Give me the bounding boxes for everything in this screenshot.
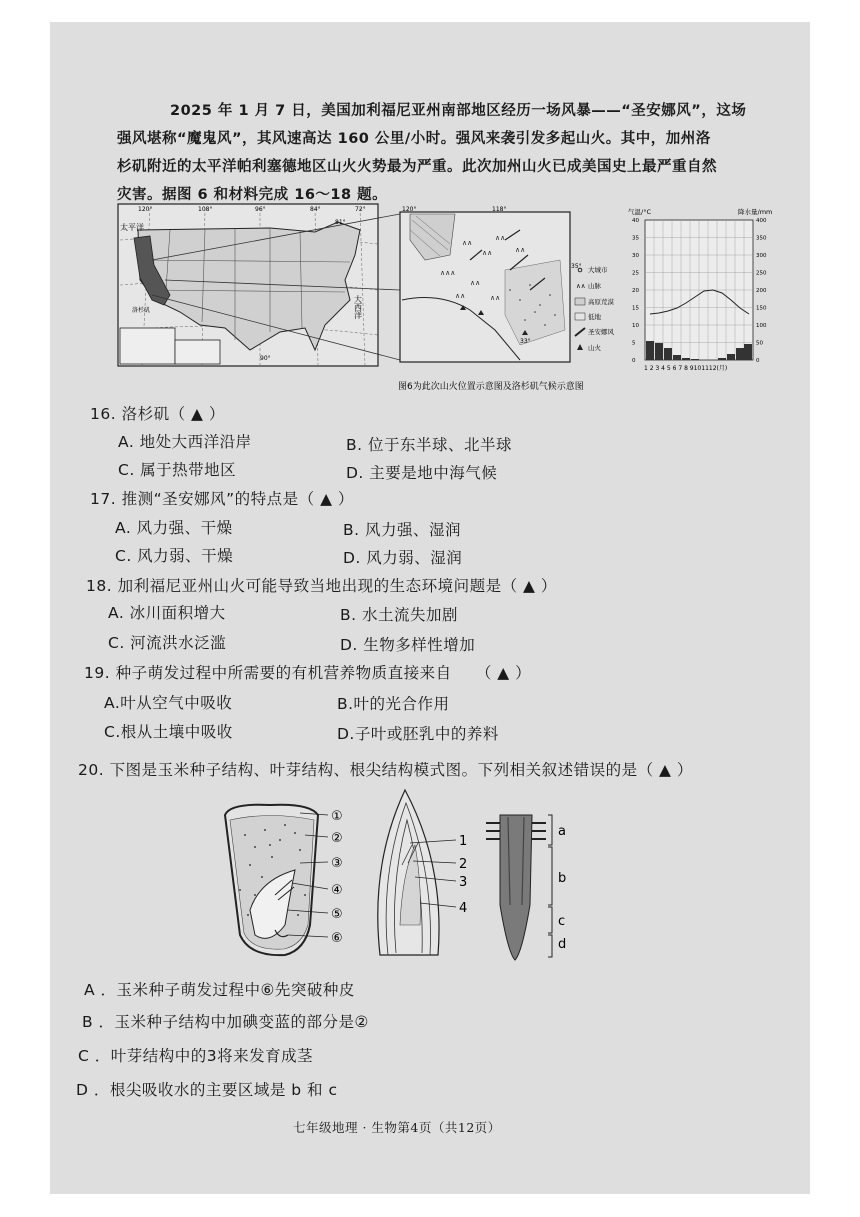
ocean-atlantic: 大西洋 [353, 295, 363, 319]
seed-label-4: ④ [331, 883, 343, 898]
intro-line-1: 2025 年 1 月 7 日，美国加利福尼亚州南部地区经历一场风暴——“圣安娜风”，这场 [170, 103, 747, 119]
q18-option-a[interactable]: A. 冰川面积增大 [108, 604, 226, 622]
intro-line-3: 杉矶附近的太平洋帕利塞德地区山火火势最为严重。此次加州山火已成美国史上最严重自然 [117, 159, 717, 175]
svg-text:大城市: 大城市 [588, 266, 608, 274]
svg-text:∧∧: ∧∧ [576, 282, 586, 290]
temp-tick: 25 [632, 270, 639, 277]
seed-label-5: ⑤ [331, 907, 343, 922]
q18-option-c[interactable]: C. 河流洪水泛滥 [108, 634, 227, 652]
temp-axis-label: 气温/°C [628, 208, 651, 216]
q19-option-a[interactable]: A.叶从空气中吸收 [104, 694, 233, 712]
root-label-b: b [558, 871, 567, 886]
bud-label-3: 3 [459, 875, 468, 890]
figure-6-caption: 图6为此次山火位置示意图及洛杉矶气候示意图 [398, 382, 584, 392]
la-detail-map [400, 206, 582, 362]
q18-option-b[interactable]: B. 水土流失加剧 [340, 606, 458, 624]
q16-option-a[interactable]: A. 地处大西洋沿岸 [118, 433, 252, 451]
q20-option-c[interactable]: C ．叶芽结构中的3将来发育成茎 [78, 1047, 314, 1065]
seed-label-1: ① [331, 809, 343, 824]
q18-option-d[interactable]: D. 生物多样性增加 [340, 636, 476, 654]
q19-option-d[interactable]: D.子叶或胚乳中的养料 [337, 725, 499, 743]
temp-tick: 5 [632, 340, 636, 347]
svg-text:山火: 山火 [588, 344, 601, 352]
svg-text:山脉: 山脉 [588, 282, 601, 290]
ocean-pacific: 太平洋 [120, 223, 144, 232]
temp-tick: 0 [632, 358, 636, 364]
us-lon-90: 90° [260, 355, 271, 362]
question-18-stem: 18. 加利福尼亚州山火可能导致当地出现的生态环境问题是（ ▲ ） [86, 577, 557, 595]
root-label-c: c [558, 914, 566, 929]
precip-tick: 400 [756, 218, 767, 224]
precip-tick: 50 [756, 340, 763, 347]
q17-option-a[interactable]: A. 风力强、干燥 [115, 519, 233, 537]
q20-option-a[interactable]: A ．玉米种子萌发过程中⑥先突破种皮 [84, 981, 355, 999]
question-19-stem: 19. 种子萌发过程中所需要的有机营养物质直接来自 （ ▲ ） [84, 664, 532, 682]
temp-tick: 35 [632, 235, 639, 242]
q19-option-c[interactable]: C.根从土壤中吸收 [104, 723, 233, 741]
q17-option-b[interactable]: B. 风力强、湿润 [343, 521, 461, 539]
svg-text:∧∧: ∧∧ [515, 246, 526, 254]
us-lon-81: 81° [335, 219, 346, 226]
detail-lon-118: 118° [492, 206, 507, 213]
bud-label-2: 2 [459, 857, 468, 872]
q16-option-b[interactable]: B. 位于东半球、北半球 [346, 436, 512, 454]
temp-tick: 15 [632, 305, 639, 312]
precip-tick: 350 [756, 235, 767, 242]
page-footer: 七年级地理 · 生物第4页（共12页） [293, 1120, 501, 1135]
svg-text:∧∧: ∧∧ [470, 279, 481, 287]
precip-axis-label: 降水量/mm [738, 208, 773, 216]
city-la: 洛杉矶 [132, 307, 151, 314]
precip-tick: 200 [756, 288, 767, 294]
svg-text:∧∧: ∧∧ [482, 249, 493, 257]
precip-tick: 0 [756, 358, 760, 364]
detail-lat-35: 35° [571, 263, 582, 270]
us-lon-120: 120° [138, 206, 153, 213]
precip-tick: 250 [756, 270, 767, 277]
bud-label-4: 4 [459, 901, 468, 916]
q20-option-d[interactable]: D ．根尖吸收水的主要区域是 b 和 c [76, 1081, 338, 1099]
corn-seed-diagram [225, 805, 343, 955]
temp-tick: 40 [632, 218, 639, 224]
temp-tick: 20 [632, 288, 639, 294]
root-tip-diagram [486, 815, 566, 960]
us-lon-72: 72° [355, 206, 366, 213]
leaf-bud-diagram [378, 790, 468, 955]
q17-option-d[interactable]: D. 风力弱、湿润 [343, 549, 463, 567]
svg-text:∧∧: ∧∧ [462, 239, 473, 247]
svg-text:∧∧∧: ∧∧∧ [440, 269, 456, 277]
detail-map-legend [575, 265, 615, 352]
question-17-stem: 17. 推测“圣安娜风”的特点是（ ▲ ） [90, 490, 354, 508]
seed-label-3: ③ [331, 856, 343, 871]
svg-text:高原荒漠: 高原荒漠 [588, 298, 614, 306]
precip-tick: 300 [756, 253, 767, 259]
q16-option-c[interactable]: C. 属于热带地区 [118, 461, 237, 479]
us-lon-108: 108° [198, 206, 213, 213]
us-lon-84: 84° [310, 206, 321, 213]
q19-option-b[interactable]: B.叶的光合作用 [337, 695, 450, 713]
svg-text:圣安娜风: 圣安娜风 [588, 328, 614, 336]
svg-text:∧∧: ∧∧ [455, 292, 466, 300]
q20-option-b[interactable]: B ．玉米种子结构中加碘变蓝的部分是② [82, 1013, 369, 1031]
us-location-map [118, 204, 378, 366]
months-axis: 1 2 3 4 5 6 7 8 9101112(月) [644, 365, 728, 372]
svg-text:低地: 低地 [588, 313, 601, 321]
detail-lat-33: 33° [520, 338, 531, 345]
svg-text:∧∧: ∧∧ [490, 294, 501, 302]
question-20-stem: 20. 下图是玉米种子结构、叶芽结构、根尖结构模式图。下列相关叙述错误的是（ ▲ ） [78, 761, 693, 779]
climate-chart [628, 207, 772, 372]
svg-text:∧∧: ∧∧ [495, 234, 506, 242]
figure-20 [210, 785, 580, 970]
q17-option-c[interactable]: C. 风力弱、干燥 [115, 547, 234, 565]
precip-tick: 150 [756, 305, 767, 312]
intro-line-2: 强风堪称“魔鬼风”，其风速高达 160 公里/小时。强风来袭引发多起山火。其中，加州洛 [117, 131, 711, 147]
us-lon-96: 96° [255, 206, 266, 213]
seed-label-2: ② [331, 831, 343, 846]
figure-6 [110, 200, 780, 400]
temp-tick: 10 [632, 323, 639, 329]
detail-lon-120: 120° [402, 206, 417, 213]
q16-option-d[interactable]: D. 主要是地中海气候 [346, 464, 498, 482]
root-label-a: a [558, 824, 566, 839]
root-label-d: d [558, 937, 567, 952]
bud-label-1: 1 [459, 834, 468, 849]
precip-tick: 100 [756, 323, 767, 329]
temp-tick: 30 [632, 253, 639, 259]
intro-line-4: 灾害。据图 6 和材料完成 16～18 题。 [117, 187, 388, 203]
seed-label-6: ⑥ [331, 931, 343, 946]
question-16-stem: 16. 洛杉矶（ ▲ ） [90, 405, 225, 423]
